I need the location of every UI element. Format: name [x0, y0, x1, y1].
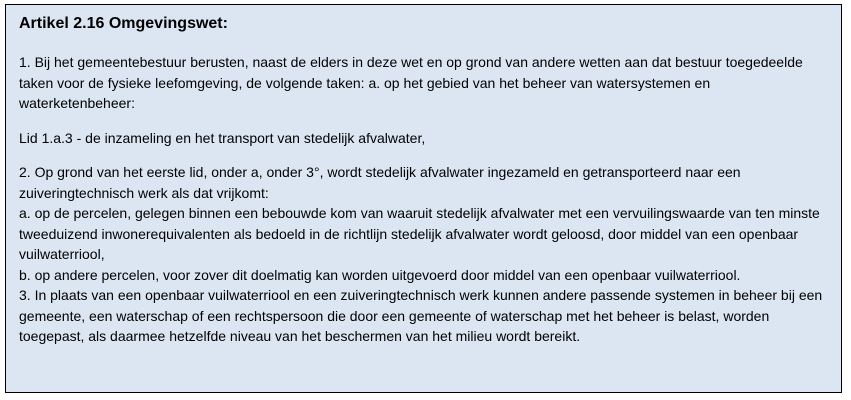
paragraph-lid-2b: b. op andere percelen, voor zover dit doelmatig kan worden uitgevoerd door middel van een openbaar vuilwaterriool.: [19, 266, 741, 283]
article-title: Artikel 2.16 Omgevingswet:: [19, 15, 228, 32]
paragraph-lid-1: 1. Bij het gemeentebestuur berusten, naast de elders in deze wet en op grond van andere wetten aan dat bestuur toegedeelde taken voor de fysieke leefomgeving, de volgende taken: a. op het gebied van het beheer van watersystemen en waterketenbeheer:: [19, 54, 803, 111]
paragraph-lid-2a: a. op de percelen, gelegen binnen een bebouwde kom van waaruit stedelijk afvalwater met een vervuilingswaarde van ten minste tweeduizend inwonerequivalenten als bedoeld in de richtlijn stedelijk afvalwater wordt geloosd, door middel van een openbaar vuilwaterriool,: [19, 205, 820, 262]
paragraph-lid-1a3: Lid 1.a.3 - de inzameling en het transport van stedelijk afvalwater,: [19, 129, 426, 146]
article-text-box: [5, 4, 842, 393]
paragraph-lid-3: 3. In plaats van een openbaar vuilwaterriool en een zuiveringtechnisch werk kunnen andere passende systemen in beheer bij een gemeente, een waterschap of een rechtspersoon die door een gemeente of waterschap met het beheer is belast, worden toegepast, als daarmee hetzelfde niveau van het beschermen van het milieu wordt bereikt.: [19, 287, 823, 344]
paragraph-lid-2: 2. Op grond van het eerste lid, onder a, onder 3°, wordt stedelijk afvalwater ingezameld en getransporteerd naar een zuiveringtechnisch werk als dat vrijkomt:: [19, 164, 741, 201]
